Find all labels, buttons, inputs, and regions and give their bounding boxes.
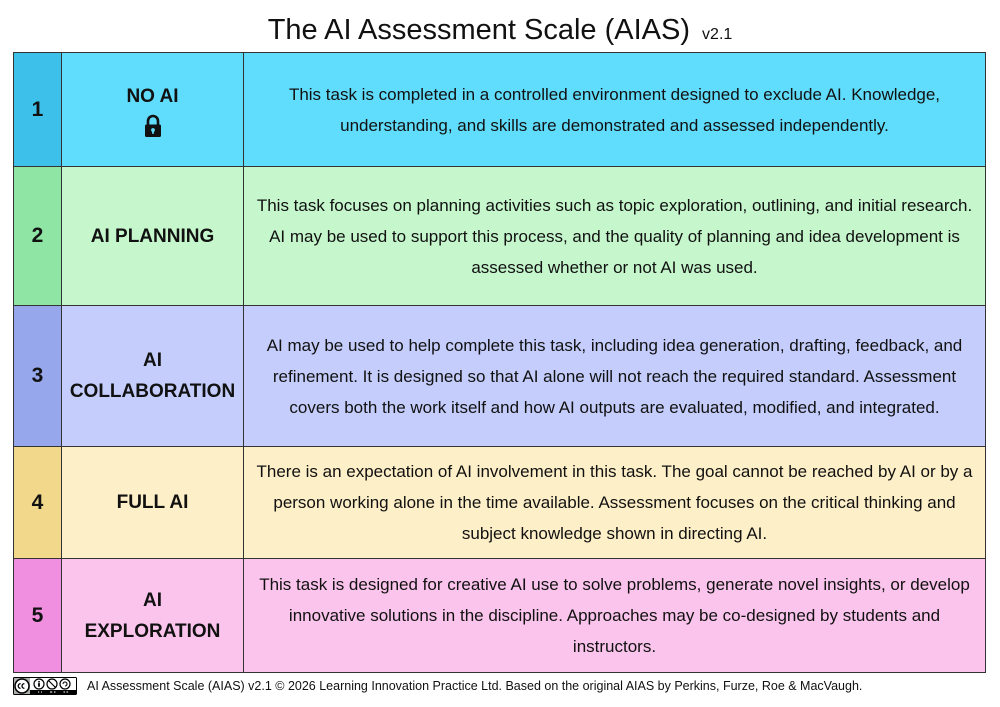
level-name-cell (62, 167, 244, 306)
scale-table (13, 52, 986, 673)
level-description: This task is completed in a controlled environment designed to exclude AI. Knowledge, understanding, and skills are demonstrated and assessed independently. (244, 53, 986, 167)
footer-text: AI Assessment Scale (AIAS) v2.1 © 2026 Learning Innovation Practice Ltd. Based on the original AIAS by Perkins, Furze, Roe & MacVaugh. (87, 679, 863, 693)
level-name-line: COLLABORATION (69, 381, 236, 402)
level-description: AI may be used to help complete this task, including idea generation, drafting, feedback, and refinement. It is designed so that AI alone will not reach the required standard. Assessment covers both the work itself and how AI outputs are evaluated, modified, and integrated. (244, 306, 986, 447)
footer (13, 676, 988, 696)
level-number: 3 (31, 364, 44, 387)
level-number: 5 (31, 603, 44, 627)
level-row-4 (14, 447, 986, 559)
level-number-cell (14, 559, 62, 673)
level-row-2 (14, 167, 986, 306)
level-name-line: AI (143, 589, 162, 611)
level-number-cell (14, 167, 62, 306)
level-name-cell (62, 447, 244, 559)
level-row-5 (14, 559, 986, 673)
level-number: 1 (31, 97, 44, 121)
level-number-cell (14, 447, 62, 559)
level-number: 2 (31, 224, 44, 247)
level-name-line: EXPLORATION (84, 620, 221, 642)
level-name-cell (62, 53, 244, 167)
level-description: This task is designed for creative AI use to solve problems, generate novel insights, or develop innovative solutions in the discipline. Approaches may be co-designed by students and instructors. (244, 559, 986, 673)
level-name: FULL AI (116, 492, 189, 513)
level-name-line: AI (143, 350, 162, 371)
level-name: NO AI (126, 86, 179, 107)
level-row-1 (14, 53, 986, 167)
cc-by-nc-sa-icon (13, 677, 77, 695)
page-title-text: The AI Assessment Scale (AIAS) (267, 14, 690, 46)
level-number-cell (14, 53, 62, 167)
level-number: 4 (31, 490, 44, 514)
version-label: v2.1 (702, 26, 733, 43)
level-row-3 (14, 306, 986, 447)
page-title (0, 10, 1000, 55)
level-name-cell (62, 306, 244, 447)
level-number-cell (14, 306, 62, 447)
level-name: AI PLANNING (90, 225, 215, 247)
lock-icon (143, 114, 163, 138)
level-description: There is an expectation of AI involvement in this task. The goal cannot be reached by AI or by a person working alone in the time available. Assessment focuses on the critical thinking and subject knowledge shown in directing AI. (244, 447, 986, 559)
level-name-cell (62, 559, 244, 673)
level-description: This task focuses on planning activities such as topic exploration, outlining, and initial research. AI may be used to support this process, and the quality of planning and idea development is assessed whether or not AI was used. (244, 167, 986, 306)
